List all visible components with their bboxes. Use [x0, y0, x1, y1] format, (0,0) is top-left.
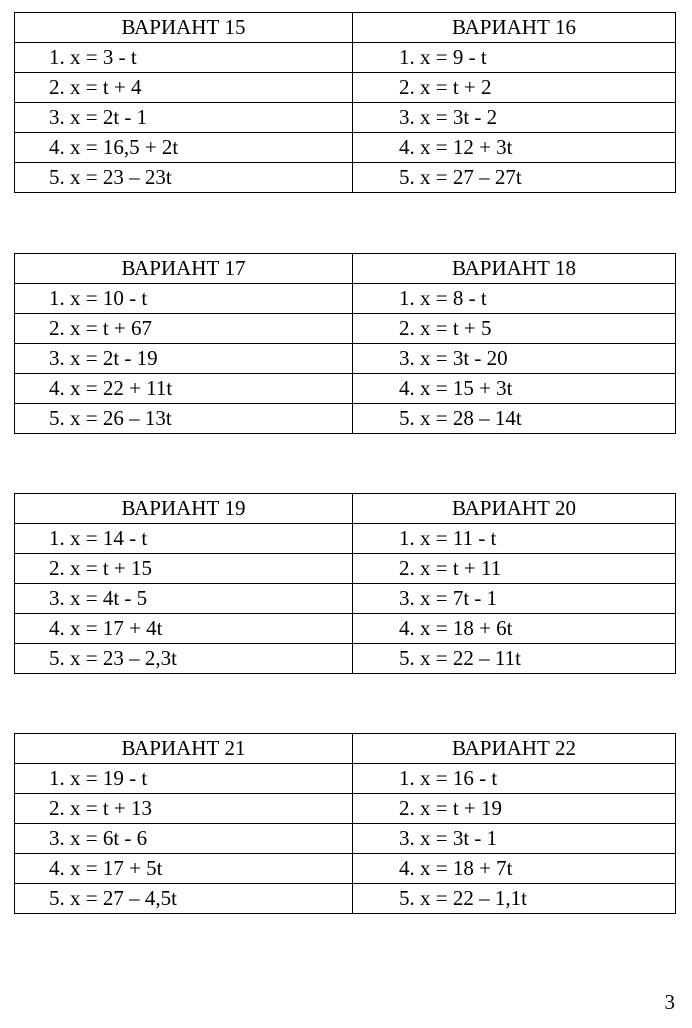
- table-row: [15, 854, 676, 884]
- table-row: [15, 374, 676, 404]
- variant-21-title: ВАРИАНТ 21: [15, 734, 353, 764]
- variant-16-title: ВАРИАНТ 16: [353, 13, 676, 43]
- variant-22-title: ВАРИАНТ 22: [353, 734, 676, 764]
- variant-18-equation-2: 2. x = t + 5: [353, 314, 676, 344]
- table-row: [15, 163, 676, 193]
- variant-18-equation-1: 1. x = 8 - t: [353, 284, 676, 314]
- table-row: [15, 284, 676, 314]
- variant-16-equation-2: 2. x = t + 2: [353, 73, 676, 103]
- table-row: [15, 43, 676, 73]
- variant-22-equation-2: 2. x = t + 19: [353, 794, 676, 824]
- variant-20-equation-1: 1. x = 11 - t: [353, 524, 676, 554]
- table-row: [15, 524, 676, 554]
- variant-16-equation-5: 5. x = 27 – 27t: [353, 163, 676, 193]
- variant-15-equation-5: 5. x = 23 – 23t: [15, 163, 353, 193]
- table-row: [15, 554, 676, 584]
- variant-21-equation-1: 1. x = 19 - t: [15, 764, 353, 794]
- variant-21-equation-5: 5. x = 27 – 4,5t: [15, 884, 353, 914]
- variant-15-equation-4: 4. x = 16,5 + 2t: [15, 133, 353, 163]
- variant-16-equation-3: 3. x = 3t - 2: [353, 103, 676, 133]
- variant-20-equation-2: 2. x = t + 11: [353, 554, 676, 584]
- table-header-row: [15, 254, 676, 284]
- table-row: [15, 133, 676, 163]
- variant-16-equation-4: 4. x = 12 + 3t: [353, 133, 676, 163]
- variant-19-equation-3: 3. x = 4t - 5: [15, 584, 353, 614]
- variant-18-equation-5: 5. x = 28 – 14t: [353, 404, 676, 434]
- variant-20-equation-5: 5. x = 22 – 11t: [353, 644, 676, 674]
- variant-17-equation-1: 1. x = 10 - t: [15, 284, 353, 314]
- variant-17-equation-2: 2. x = t + 67: [15, 314, 353, 344]
- table-row: [15, 404, 676, 434]
- variant-22-equation-4: 4. x = 18 + 7t: [353, 854, 676, 884]
- variant-17-equation-4: 4. x = 22 + 11t: [15, 374, 353, 404]
- table-row: [15, 644, 676, 674]
- variant-18-equation-4: 4. x = 15 + 3t: [353, 374, 676, 404]
- variant-17-title: ВАРИАНТ 17: [15, 254, 353, 284]
- variant-19-equation-2: 2. x = t + 15: [15, 554, 353, 584]
- variant-20-equation-3: 3. x = 7t - 1: [353, 584, 676, 614]
- variant-19-equation-1: 1. x = 14 - t: [15, 524, 353, 554]
- table-header-row: [15, 13, 676, 43]
- table-row: [15, 884, 676, 914]
- variant-22-equation-3: 3. x = 3t - 1: [353, 824, 676, 854]
- variant-21-equation-3: 3. x = 6t - 6: [15, 824, 353, 854]
- variant-19-equation-5: 5. x = 23 – 2,3t: [15, 644, 353, 674]
- variant-17-equation-5: 5. x = 26 – 13t: [15, 404, 353, 434]
- variant-22-equation-1: 1. x = 16 - t: [353, 764, 676, 794]
- variant-18-equation-3: 3. x = 3t - 20: [353, 344, 676, 374]
- variant-15-equation-2: 2. x = t + 4: [15, 73, 353, 103]
- variant-21-equation-2: 2. x = t + 13: [15, 794, 353, 824]
- variant-19-equation-4: 4. x = 17 + 4t: [15, 614, 353, 644]
- table-row: [15, 764, 676, 794]
- variant-table-19-20: [14, 493, 676, 674]
- table-row: [15, 584, 676, 614]
- page-number: 3: [664, 990, 675, 1014]
- table-row: [15, 614, 676, 644]
- variant-15-equation-1: 1. x = 3 - t: [15, 43, 353, 73]
- variant-16-equation-1: 1. x = 9 - t: [353, 43, 676, 73]
- table-row: [15, 314, 676, 344]
- table-header-row: [15, 494, 676, 524]
- table-row: [15, 73, 676, 103]
- table-row: [15, 794, 676, 824]
- table-row: [15, 103, 676, 133]
- table-row: [15, 344, 676, 374]
- variant-table-21-22: [14, 733, 676, 914]
- table-row: [15, 824, 676, 854]
- variant-17-equation-3: 3. x = 2t - 19: [15, 344, 353, 374]
- variant-22-equation-5: 5. x = 22 – 1,1t: [353, 884, 676, 914]
- variant-20-title: ВАРИАНТ 20: [353, 494, 676, 524]
- variant-18-title: ВАРИАНТ 18: [353, 254, 676, 284]
- variant-15-equation-3: 3. x = 2t - 1: [15, 103, 353, 133]
- table-header-row: [15, 734, 676, 764]
- variant-20-equation-4: 4. x = 18 + 6t: [353, 614, 676, 644]
- variant-21-equation-4: 4. x = 17 + 5t: [15, 854, 353, 884]
- variant-19-title: ВАРИАНТ 19: [15, 494, 353, 524]
- variant-15-title: ВАРИАНТ 15: [15, 13, 353, 43]
- variant-table-15-16: [14, 12, 676, 193]
- variant-table-17-18: [14, 253, 676, 434]
